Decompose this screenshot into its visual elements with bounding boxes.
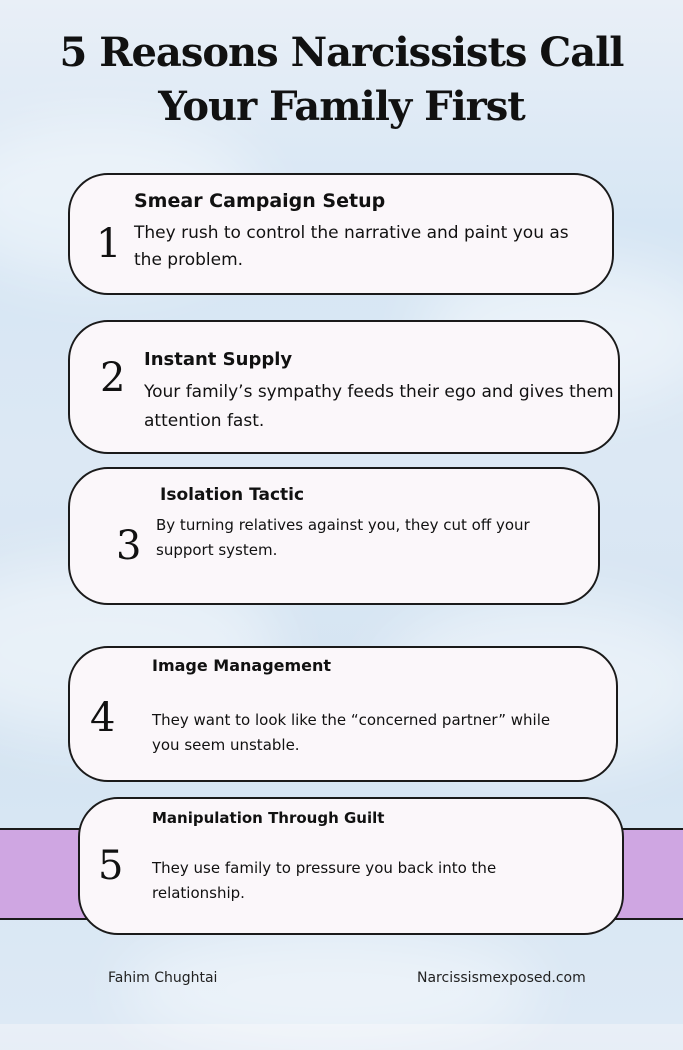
page-title bbox=[0, 26, 683, 134]
reason-body-1: They rush to control the narrative and paint you as the problem. bbox=[134, 223, 569, 270]
reason-body-5: They use family to pressure you back into the relationship. bbox=[152, 859, 497, 902]
reason-card-4 bbox=[68, 646, 618, 782]
reason-title-4: Image Management bbox=[152, 656, 332, 675]
reason-card-2 bbox=[68, 320, 620, 454]
reason-number-4: 4 bbox=[90, 695, 116, 741]
footer-author: Fahim Chughtai bbox=[108, 970, 218, 986]
reason-number-5: 5 bbox=[98, 843, 124, 889]
reason-card-5 bbox=[78, 797, 624, 935]
reason-body-2: Your family’s sympathy feeds their ego and gives them attention fast. bbox=[144, 382, 614, 431]
footer-website: Narcissismexposed.com bbox=[417, 970, 586, 986]
reason-title-5: Manipulation Through Guilt bbox=[152, 809, 385, 827]
reason-title-3: Isolation Tactic bbox=[160, 485, 305, 505]
page-title-line-2: Your Family First bbox=[158, 83, 525, 130]
background-cloud bbox=[120, 930, 540, 1050]
reason-body-4: They want to look like the “concerned partner” while you seem unstable. bbox=[152, 711, 551, 754]
reason-number-2: 2 bbox=[100, 355, 126, 401]
reason-card-1 bbox=[68, 173, 614, 295]
page-title-line-1: 5 Reasons Narcissists Call bbox=[59, 29, 624, 76]
reason-body-3: By turning relatives against you, they cut off your support system. bbox=[156, 516, 530, 559]
reason-number-3: 3 bbox=[116, 523, 142, 569]
reason-card-3 bbox=[68, 467, 600, 605]
reason-number-1: 1 bbox=[96, 221, 122, 267]
reason-title-2: Instant Supply bbox=[144, 349, 293, 370]
reason-title-1: Smear Campaign Setup bbox=[134, 190, 386, 212]
